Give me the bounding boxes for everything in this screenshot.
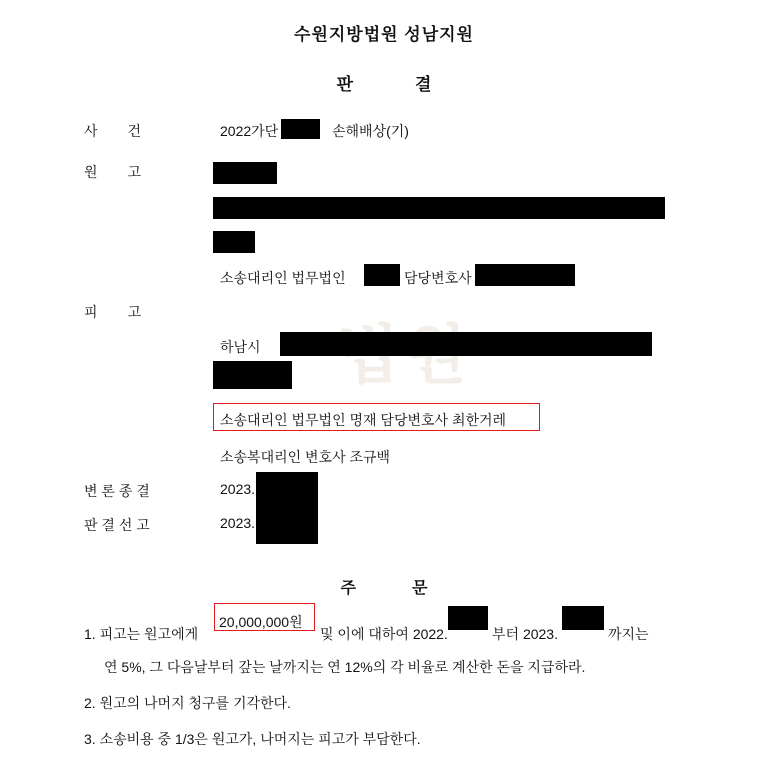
- redaction-defendant-extra: [213, 361, 292, 389]
- defendant-attorney-line: 소송대리인 법무법인 명재 담당변호사 최한거레: [220, 412, 507, 428]
- redaction-interest-start-date: [448, 606, 488, 630]
- judgment-title-right: 결: [415, 75, 432, 94]
- closing-label: 변 론 종 결: [84, 483, 150, 499]
- redaction-plaintiff-address: [213, 197, 665, 219]
- redaction-sentencing-date: [256, 506, 318, 544]
- order-item-3: 3. 소송비용 중 1/3은 원고가, 나머지는 피고가 부담한다.: [84, 731, 421, 747]
- redaction-defendant-address: [280, 332, 652, 356]
- redaction-plaintiff-name: [213, 162, 277, 184]
- judgment-title-left: 판: [336, 75, 353, 94]
- defendant-sub-attorney-line: 소송복대리인 변호사 조규백: [220, 449, 391, 465]
- plaintiff-attorney-role: 담당변호사: [404, 270, 472, 286]
- case-name: 손해배상(기): [332, 123, 409, 139]
- case-number-prefix: 2022가단: [220, 123, 279, 139]
- order-item-1-part3: 부터 2023.: [492, 626, 558, 642]
- defendant-label: 피 고: [84, 304, 142, 320]
- sentencing-date: 2023.: [220, 515, 256, 531]
- order-section-title: 주 문: [340, 580, 428, 597]
- order-item-1-amount: 20,000,000원: [219, 614, 303, 630]
- judgment-title: [0, 70, 768, 95]
- order-item-1-part1: 1. 피고는 원고에게: [84, 626, 199, 642]
- plaintiff-attorney-line: 소송대리인 법무법인: [220, 270, 346, 286]
- defendant-name: 하남시: [220, 339, 261, 355]
- case-label: 사 건: [84, 123, 142, 139]
- redaction-plaintiff-firm: [364, 264, 400, 286]
- court-title: 수원지방법원 성남지원: [294, 25, 474, 44]
- closing-date: 2023.: [220, 481, 256, 497]
- order-item-1-line2: 연 5%, 그 다음날부터 갚는 날까지는 연 12%의 각 비율로 계산한 돈을 지급하라.: [104, 659, 586, 675]
- plaintiff-label: 원 고: [84, 164, 142, 180]
- order-item-2: 2. 원고의 나머지 청구를 기각한다.: [84, 695, 291, 711]
- sentencing-label: 판 결 선 고: [84, 517, 150, 533]
- order-item-1-part4: 까지는: [608, 626, 649, 642]
- redaction-closing-date: [256, 472, 318, 508]
- redaction-case-number: [281, 119, 320, 139]
- order-item-1-part2: 및 이에 대하여 2022.: [320, 626, 448, 642]
- redaction-plaintiff-extra: [213, 231, 255, 253]
- redaction-interest-end-date: [562, 606, 604, 630]
- redaction-plaintiff-attorney-name: [475, 264, 575, 286]
